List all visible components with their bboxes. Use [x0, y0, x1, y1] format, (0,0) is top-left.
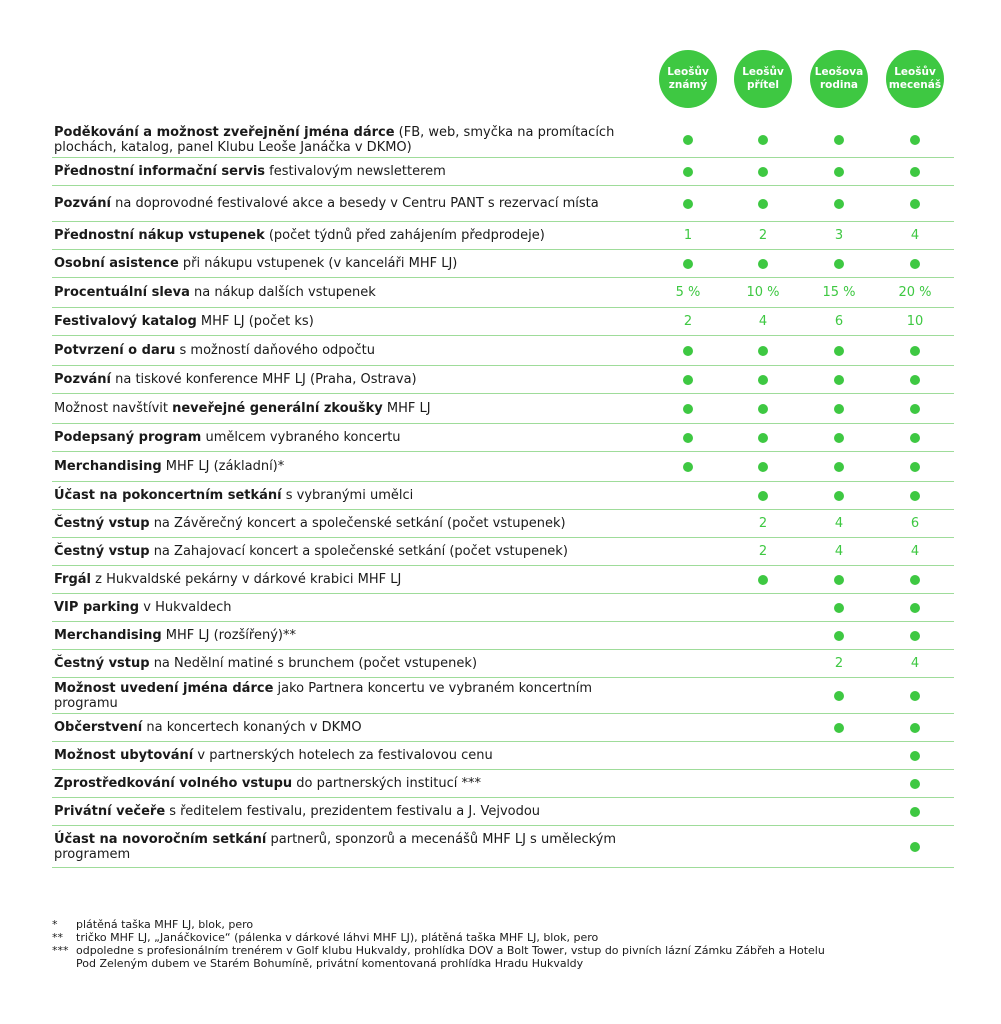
- dot-icon: [834, 433, 844, 443]
- included-dot-pritel: [733, 452, 793, 481]
- benefit-label: [54, 798, 654, 825]
- included-dot-rodina: [809, 424, 869, 451]
- benefit-label: [54, 250, 654, 277]
- benefit-detail: na Nedělní matiné s brunchem (počet vstupenek): [149, 656, 478, 671]
- included-dot-mecenas: [885, 122, 945, 157]
- included-dot-rodina: [809, 714, 869, 741]
- benefit-title: Čestný vstup: [54, 516, 150, 531]
- included-dot-pritel: [733, 250, 793, 277]
- benefit-detail: v partnerských hotelech za festivalovou cenu: [193, 748, 493, 763]
- dot-icon: [910, 346, 920, 356]
- dot-icon: [910, 259, 920, 269]
- included-dot-rodina: [809, 186, 869, 221]
- benefit-label: [54, 510, 654, 537]
- benefit-detail: MHF LJ (rozšířený)**: [161, 628, 296, 643]
- benefit-value-pritel: 2: [758, 516, 768, 531]
- included-dot-mecenas: [885, 622, 945, 649]
- dot-icon: [834, 491, 844, 501]
- dot-icon: [683, 404, 693, 414]
- benefit-detail: Možnost navštívit: [54, 401, 173, 416]
- benefit-detail: na koncertech konaných v DKMO: [142, 720, 362, 735]
- included-dot-mecenas: [885, 452, 945, 481]
- dot-icon: [758, 135, 768, 145]
- benefit-detail: s možností daňového odpočtu: [175, 343, 375, 358]
- included-dot-znamy: [658, 336, 718, 365]
- included-dot-mecenas: [885, 714, 945, 741]
- benefit-title: Frgál: [54, 572, 91, 587]
- dot-icon: [683, 259, 693, 269]
- benefit-title: Procentuální sleva: [54, 285, 190, 300]
- benefit-title: Osobní asistence: [54, 256, 179, 271]
- dot-icon: [834, 691, 844, 701]
- dot-icon: [834, 375, 844, 385]
- benefit-title: Merchandising: [54, 459, 162, 474]
- benefit-row: [52, 424, 954, 452]
- benefit-detail: (počet týdnů před zahájením předprodeje): [264, 228, 545, 243]
- included-dot-mecenas: [885, 678, 945, 713]
- included-dot-pritel: [733, 424, 793, 451]
- benefit-row: [52, 538, 954, 566]
- benefit-detail: (FB, web, smyčka na promítacích plochách, katalog, panel Klubu Leoše Janáčka v DKMO): [54, 124, 615, 155]
- benefit-row: [52, 308, 954, 336]
- benefit-value-rodina: 3: [834, 228, 844, 243]
- dot-icon: [834, 575, 844, 585]
- tier-badge-mecenas: Leošův mecenáš: [886, 50, 944, 108]
- benefit-row: [52, 798, 954, 826]
- benefit-value-rodina: 6: [834, 314, 844, 329]
- dot-icon: [758, 462, 768, 472]
- benefit-value-pritel: 10 %: [746, 285, 780, 300]
- benefit-value-mecenas: 4: [910, 544, 920, 559]
- dot-icon: [758, 575, 768, 585]
- benefit-label: [54, 566, 654, 593]
- dot-icon: [683, 199, 693, 209]
- dot-icon: [834, 462, 844, 472]
- benefit-value-rodina: 15 %: [822, 285, 856, 300]
- benefit-detail: na Závěrečný koncert a společenské setkání (počet vstupenek): [149, 516, 566, 531]
- benefit-value-mecenas: 10: [906, 314, 924, 329]
- dot-icon: [683, 375, 693, 385]
- dot-icon: [910, 167, 920, 177]
- benefit-detail: na tiskové konference MHF LJ (Praha, Ostrava): [110, 372, 417, 387]
- benefit-label: [54, 714, 654, 741]
- benefit-title: Čestný vstup: [54, 656, 150, 671]
- dot-icon: [910, 723, 920, 733]
- benefit-detail: MHF LJ (počet ks): [196, 314, 314, 329]
- tier-badge-znamy: Leošův známý: [659, 50, 717, 108]
- included-dot-pritel: [733, 336, 793, 365]
- included-dot-mecenas: [885, 826, 945, 867]
- benefit-title: Přednostní informační servis: [54, 164, 266, 179]
- benefit-row: [52, 222, 954, 250]
- dot-icon: [683, 135, 693, 145]
- benefit-row: [52, 158, 954, 186]
- benefit-label: [54, 222, 654, 249]
- benefit-value-pritel: 2: [758, 544, 768, 559]
- dot-icon: [834, 167, 844, 177]
- included-dot-mecenas: [885, 742, 945, 769]
- benefit-detail: festivalovým newsletterem: [265, 164, 446, 179]
- footnote-text: plátěná taška MHF LJ, blok, pero: [76, 918, 254, 931]
- included-dot-rodina: [809, 622, 869, 649]
- benefit-title: Občerstvení: [54, 720, 143, 735]
- benefit-label: [54, 308, 654, 335]
- benefit-detail: jako Partnera koncertu ve vybraném koncertním programu: [54, 680, 592, 711]
- dot-icon: [758, 404, 768, 414]
- dot-icon: [758, 433, 768, 443]
- included-dot-znamy: [658, 366, 718, 393]
- included-dot-pritel: [733, 566, 793, 593]
- benefit-title: Zprostředkování volného vstupu: [54, 776, 293, 791]
- included-dot-pritel: [733, 394, 793, 423]
- benefit-row: [52, 366, 954, 394]
- benefit-value-pritel: 4: [758, 314, 768, 329]
- dot-icon: [910, 842, 920, 852]
- benefit-value-mecenas: 6: [910, 516, 920, 531]
- dot-icon: [910, 491, 920, 501]
- benefit-title: Podepsaný program: [54, 430, 202, 445]
- included-dot-pritel: [733, 122, 793, 157]
- benefit-row: [52, 826, 954, 868]
- benefit-detail: s vybranými umělci: [281, 488, 414, 503]
- included-dot-mecenas: [885, 366, 945, 393]
- benefit-title: VIP parking: [54, 600, 140, 615]
- dot-icon: [910, 575, 920, 585]
- benefit-label: [54, 278, 654, 307]
- benefit-label: [54, 678, 654, 713]
- benefit-title: Účast na pokoncertním setkání: [54, 488, 282, 503]
- benefit-label: [54, 366, 654, 393]
- benefit-row: [52, 566, 954, 594]
- benefit-title: Pozvání: [54, 372, 111, 387]
- included-dot-znamy: [658, 186, 718, 221]
- benefit-label: [54, 826, 654, 867]
- dot-icon: [910, 404, 920, 414]
- included-dot-mecenas: [885, 424, 945, 451]
- benefit-label: [54, 482, 654, 509]
- benefit-value-rodina: 4: [834, 516, 844, 531]
- dot-icon: [910, 779, 920, 789]
- dot-icon: [758, 491, 768, 501]
- benefit-detail: z Hukvaldské pekárny v dárkové krabici MHF LJ: [91, 572, 402, 587]
- benefit-row: [52, 452, 954, 482]
- benefit-row: [52, 186, 954, 222]
- benefit-title: Čestný vstup: [54, 544, 150, 559]
- benefit-detail: při nákupu vstupenek (v kanceláři MHF LJ): [178, 256, 458, 271]
- dot-icon: [910, 807, 920, 817]
- benefit-title: Poděkování a možnost zveřejnění jména dárce: [54, 124, 395, 140]
- benefit-title: Privátní večeře: [54, 804, 166, 819]
- benefit-row: [52, 510, 954, 538]
- benefit-label: [54, 770, 654, 797]
- included-dot-rodina: [809, 366, 869, 393]
- footnote: [52, 931, 836, 944]
- benefit-detail: MHF LJ (základní)*: [161, 459, 285, 474]
- benefit-detail: na Zahajovací koncert a společenské setkání (počet vstupenek): [149, 544, 568, 559]
- dot-icon: [758, 167, 768, 177]
- included-dot-pritel: [733, 186, 793, 221]
- dot-icon: [758, 375, 768, 385]
- benefit-label: [54, 336, 654, 365]
- dot-icon: [758, 346, 768, 356]
- benefit-detail: MHF LJ: [382, 401, 431, 416]
- benefit-row: [52, 742, 954, 770]
- benefit-value-znamy: 2: [683, 314, 693, 329]
- dot-icon: [758, 199, 768, 209]
- benefit-label: [54, 622, 654, 649]
- dot-icon: [834, 135, 844, 145]
- benefit-value-mecenas: 4: [910, 656, 920, 671]
- benefit-row: [52, 594, 954, 622]
- dot-icon: [683, 346, 693, 356]
- dot-icon: [834, 603, 844, 613]
- benefit-value-znamy: 5 %: [675, 285, 701, 300]
- included-dot-znamy: [658, 452, 718, 481]
- included-dot-mecenas: [885, 186, 945, 221]
- included-dot-mecenas: [885, 566, 945, 593]
- footnote-mark: ***: [52, 944, 69, 957]
- benefit-label: [54, 186, 654, 221]
- benefit-title: Festivalový katalog: [54, 314, 197, 329]
- included-dot-rodina: [809, 250, 869, 277]
- dot-icon: [910, 462, 920, 472]
- included-dot-znamy: [658, 394, 718, 423]
- benefit-row: [52, 336, 954, 366]
- included-dot-mecenas: [885, 798, 945, 825]
- dot-icon: [910, 135, 920, 145]
- included-dot-pritel: [733, 158, 793, 185]
- benefit-row: [52, 122, 954, 158]
- benefit-label: [54, 742, 654, 769]
- footnotes: [52, 918, 836, 970]
- included-dot-pritel: [733, 366, 793, 393]
- dot-icon: [834, 199, 844, 209]
- footnote-mark: **: [52, 931, 63, 944]
- benefit-value-rodina: 4: [834, 544, 844, 559]
- benefit-value-mecenas: 4: [910, 228, 920, 243]
- footnote: [52, 918, 836, 931]
- dot-icon: [910, 433, 920, 443]
- dot-icon: [834, 631, 844, 641]
- included-dot-rodina: [809, 678, 869, 713]
- benefit-row: [52, 394, 954, 424]
- included-dot-znamy: [658, 424, 718, 451]
- benefit-detail: partnerů, sponzorů a mecenášů MHF LJ s uměleckým programem: [54, 831, 617, 862]
- included-dot-mecenas: [885, 594, 945, 621]
- benefit-title: Možnost ubytování: [54, 748, 194, 763]
- included-dot-znamy: [658, 122, 718, 157]
- dot-icon: [910, 375, 920, 385]
- benefit-row: [52, 622, 954, 650]
- benefit-label: [54, 122, 654, 157]
- included-dot-pritel: [733, 482, 793, 509]
- benefit-value-mecenas: 20 %: [898, 285, 932, 300]
- tier-badge-rodina: Leošova rodina: [810, 50, 868, 108]
- benefit-detail: do partnerských institucí ***: [292, 776, 481, 791]
- benefit-detail: v Hukvaldech: [139, 600, 232, 615]
- dot-icon: [834, 404, 844, 414]
- dot-icon: [910, 631, 920, 641]
- footnote-text: tričko MHF LJ, „Janáčkovice“ (pálenka v dárkové láhvi MHF LJ), plátěná taška MHF LJ, blok, pero: [76, 931, 599, 944]
- included-dot-rodina: [809, 452, 869, 481]
- included-dot-rodina: [809, 594, 869, 621]
- benefit-row: [52, 278, 954, 308]
- dot-icon: [910, 751, 920, 761]
- benefit-title: Potvrzení o daru: [54, 343, 176, 358]
- benefit-label: [54, 538, 654, 565]
- benefit-row: [52, 482, 954, 510]
- benefit-detail: na nákup dalších vstupenek: [189, 285, 376, 300]
- benefit-value-znamy: 1: [683, 228, 693, 243]
- benefits-table: [52, 122, 954, 868]
- tier-badge-pritel: Leošův přítel: [734, 50, 792, 108]
- included-dot-mecenas: [885, 250, 945, 277]
- benefit-title: Účast na novoročním setkání: [54, 831, 267, 847]
- included-dot-mecenas: [885, 158, 945, 185]
- benefit-label: [54, 424, 654, 451]
- included-dot-znamy: [658, 158, 718, 185]
- benefit-title: Merchandising: [54, 628, 162, 643]
- benefit-title: Přednostní nákup vstupenek: [54, 228, 265, 243]
- benefit-row: [52, 714, 954, 742]
- benefit-row: [52, 770, 954, 798]
- included-dot-rodina: [809, 122, 869, 157]
- benefit-label: [54, 650, 654, 677]
- dot-icon: [910, 603, 920, 613]
- dot-icon: [758, 259, 768, 269]
- benefit-value-pritel: 2: [758, 228, 768, 243]
- benefit-label: [54, 594, 654, 621]
- benefit-label: [54, 158, 654, 185]
- included-dot-rodina: [809, 482, 869, 509]
- benefit-row: [52, 650, 954, 678]
- benefit-row: [52, 250, 954, 278]
- included-dot-mecenas: [885, 336, 945, 365]
- included-dot-mecenas: [885, 394, 945, 423]
- benefit-detail: na doprovodné festivalové akce a besedy v Centru PANT s rezervací místa: [110, 196, 599, 211]
- dot-icon: [910, 199, 920, 209]
- included-dot-rodina: [809, 336, 869, 365]
- included-dot-mecenas: [885, 482, 945, 509]
- dot-icon: [834, 259, 844, 269]
- dot-icon: [834, 346, 844, 356]
- benefit-row: [52, 678, 954, 714]
- benefit-title: Možnost uvedení jména dárce: [54, 680, 274, 696]
- benefit-detail: s ředitelem festivalu, prezidentem festivalu a J. Vejvodou: [165, 804, 541, 819]
- dot-icon: [910, 691, 920, 701]
- dot-icon: [683, 462, 693, 472]
- included-dot-rodina: [809, 158, 869, 185]
- dot-icon: [683, 167, 693, 177]
- dot-icon: [683, 433, 693, 443]
- benefit-label: [54, 452, 654, 481]
- benefit-title: neveřejné generální zkoušky: [172, 401, 383, 416]
- dot-icon: [834, 723, 844, 733]
- footnote-mark: *: [52, 918, 58, 931]
- benefit-value-rodina: 2: [834, 656, 844, 671]
- footnote: [52, 944, 836, 970]
- benefit-detail: umělcem vybraného koncertu: [201, 430, 401, 445]
- benefit-label: [54, 394, 654, 423]
- included-dot-rodina: [809, 566, 869, 593]
- benefit-title: Pozvání: [54, 196, 111, 211]
- included-dot-rodina: [809, 394, 869, 423]
- footnote-text: odpoledne s profesionálním trenérem v Golf klubu Hukvaldy, prohlídka DOV a Bolt Tower, vstup do pivních lázní Zámku Zábřeh a Hotelu Pod Zeleným dubem ve Starém Bohumíně, privátní komentovaná prohlídka Hradu Hukvaldy: [76, 944, 825, 970]
- included-dot-znamy: [658, 250, 718, 277]
- included-dot-mecenas: [885, 770, 945, 797]
